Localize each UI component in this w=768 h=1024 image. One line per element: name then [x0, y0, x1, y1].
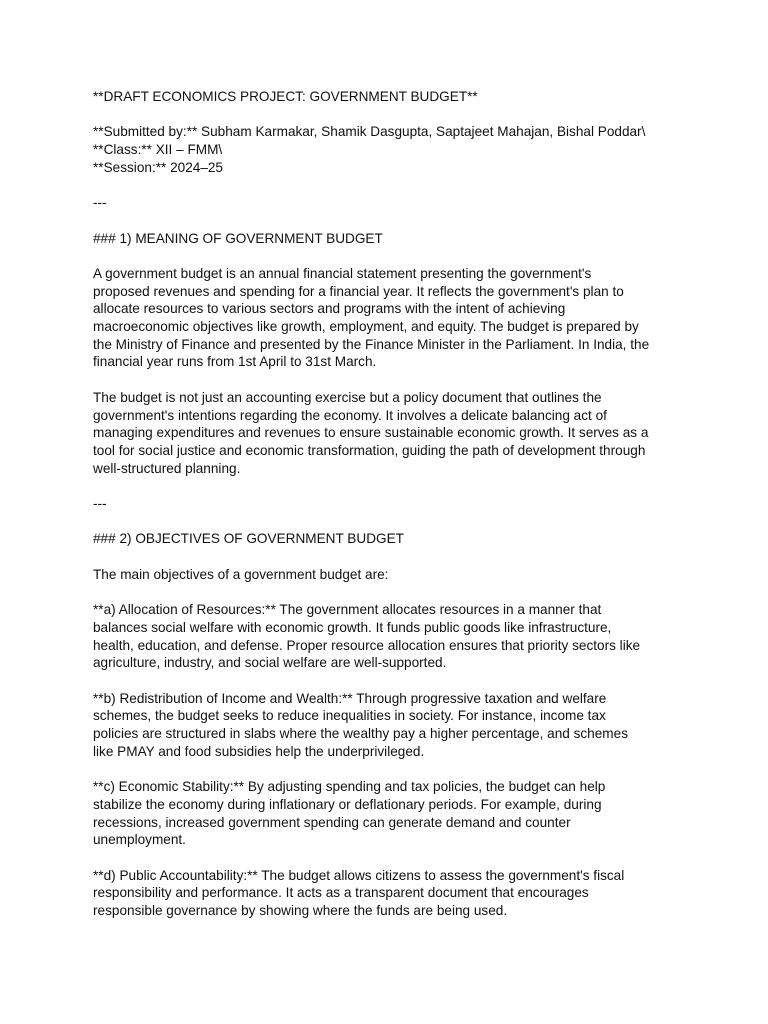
paragraph-line: policies are structured in slabs where the wealthy pay a higher percentage, and schemes: [93, 726, 628, 742]
paragraph-line: proposed revenues and spending for a financial year. It reflects the government's plan to: [93, 283, 624, 299]
spacer: [93, 761, 693, 779]
paragraph-line: **d) Public Accountability:** The budget allows citizens to assess the government's fiscal: [93, 867, 625, 883]
paragraph-line: stabilize the economy during inflationary or deflationary periods. For example, during: [93, 796, 602, 812]
document-body: [93, 88, 693, 920]
objective-d: [93, 867, 693, 920]
class-info: **Class:** XII – FMM\: [93, 142, 223, 158]
paragraph-line: unemployment.: [93, 832, 186, 848]
spacer: [93, 584, 693, 602]
objective-c: [93, 778, 693, 849]
objective-a: [93, 601, 693, 672]
paragraph-line: responsible governance by showing where the funds are being used.: [93, 903, 508, 919]
spacer: [93, 371, 693, 389]
paragraph-line: balances social welfare with economic growth. It funds public goods like infrastructure,: [93, 619, 612, 635]
separator: ---: [93, 496, 107, 512]
paragraph-line: The budget is not just an accounting exercise but a policy document that outlines the: [93, 389, 602, 405]
section2-intro: The main objectives of a government budget are:: [93, 566, 389, 582]
paragraph-line: financial year runs from 1st April to 31st March.: [93, 354, 377, 370]
section1-heading: ### 1) MEANING OF GOVERNMENT BUDGET: [93, 230, 383, 246]
section2-heading: ### 2) OBJECTIVES OF GOVERNMENT BUDGET: [93, 531, 404, 547]
paragraph-line: agriculture, industry, and social welfare are well-supported.: [93, 655, 447, 671]
section1-paragraph1: [93, 265, 693, 371]
paragraph-line: **b) Redistribution of Income and Wealth:** Through progressive taxation and welfare: [93, 690, 607, 706]
paragraph-line: like PMAY and food subsidies help the underprivileged.: [93, 743, 425, 759]
paragraph-line: health, education, and defense. Proper resource allocation ensures that priority sectors like: [93, 637, 641, 653]
paragraph-line: responsibility and performance. It acts as a transparent document that encourages: [93, 885, 589, 901]
paragraph-line: government's intentions regarding the economy. It involves a delicate balancing act of: [93, 407, 607, 423]
paragraph-line: macroeconomic objectives like growth, employment, and equity. The budget is prepared by: [93, 319, 639, 335]
paragraph-line: managing expenditures and revenues to ensure sustainable economic growth. It serves as a: [93, 425, 649, 441]
spacer: [93, 177, 693, 195]
separator: ---: [93, 195, 107, 211]
section1-paragraph2: [93, 389, 693, 478]
spacer: [93, 548, 693, 566]
paragraph-line: **c) Economic Stability:** By adjusting spending and tax policies, the budget can help: [93, 779, 606, 795]
paragraph-line: schemes, the budget seeks to reduce inequalities in society. For instance, income tax: [93, 708, 606, 724]
paragraph-line: A government budget is an annual financial statement presenting the government's: [93, 265, 592, 281]
document-title: **DRAFT ECONOMICS PROJECT: GOVERNMENT BUDGET**: [93, 89, 478, 104]
spacer: [93, 849, 693, 867]
objective-b: [93, 690, 693, 761]
spacer: [93, 106, 693, 124]
spacer: [93, 247, 693, 265]
paragraph-line: well-structured planning.: [93, 460, 241, 476]
spacer: [93, 477, 693, 495]
paragraph-line: **a) Allocation of Resources:** The government allocates resources in a manner that: [93, 602, 602, 618]
spacer: [93, 513, 693, 531]
paragraph-line: the Ministry of Finance and presented by the Finance Minister in the Parliament. In India, the: [93, 336, 650, 352]
session-info: **Session:** 2024–25: [93, 159, 223, 175]
paragraph-line: allocate resources to various sectors and programs with the intent of achieving: [93, 301, 566, 317]
submitted-by: **Submitted by:** Subham Karmakar, Shamik Dasgupta, Saptajeet Mahajan, Bishal Poddar\: [93, 124, 646, 140]
spacer: [93, 212, 693, 230]
spacer: [93, 672, 693, 690]
paragraph-line: tool for social justice and economic transformation, guiding the path of development through: [93, 442, 646, 458]
paragraph-line: recessions, increased government spending can generate demand and counter: [93, 814, 571, 830]
